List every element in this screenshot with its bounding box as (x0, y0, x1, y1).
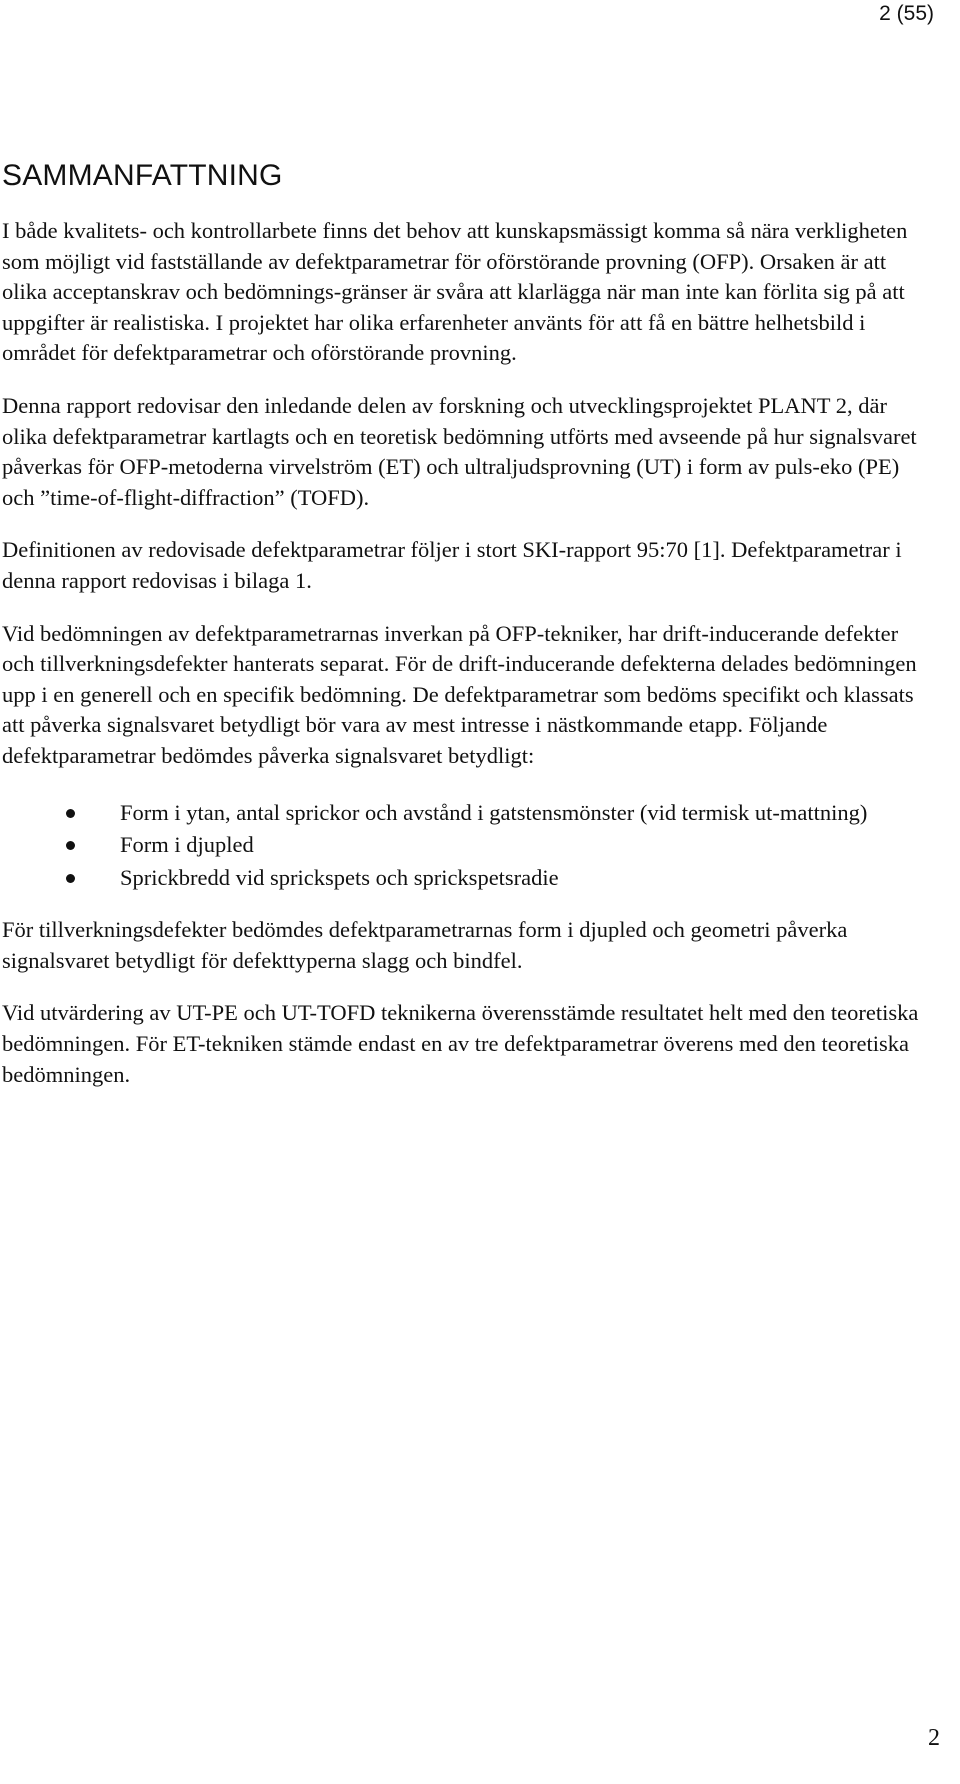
list-item (2, 863, 932, 894)
list-item-text: Form i djupled (120, 832, 254, 858)
paragraph-manufacturing-defects: För tillverkningsdefekter bedömdes defektparametrarnas form i djupled och geometri påverka signalsvaret betydligt för defekttyperna slagg och bindfel. (2, 917, 848, 973)
list-item-text: Form i ytan, antal sprickor och avstånd i gatstensmönster (vid termisk ut-mattning) (120, 799, 868, 825)
list-item (2, 830, 932, 861)
bullet-icon (66, 874, 75, 883)
paragraph-report-scope: Denna rapport redovisar den inledande delen av forskning och utvecklingsprojektet PLANT 2, där olika defektparametrar kartlagts och en teoretisk bedömning utförts med avseende på hur signalsvaret påverkas för OFP-metoderna virvelström (ET) och ultraljudsprovning (UT) i form av puls-eko (PE) och ”time-of-flight-diffraction” (TOFD). (2, 392, 917, 510)
paragraph-intro: I både kvalitets- och kontrollarbete finns det behov att kunskapsmässigt komma så nära verkligheten som möjligt vid fastställande av defektparametrar för oförstörande provning (OFP). Orsaken är att olika acceptanskrav och bedömnings-gränser är svåra att klarlägga när man inte kan förlita sig på att uppgifter är realistiska. I projektet har olika erfarenheter använts för att få en bättre helhetsbild i området för defektparametrar och oförstörande provning. (2, 218, 908, 366)
footer-page-number: 2 (928, 1725, 940, 1751)
list-item (2, 798, 932, 829)
page-indicator: 2 (55) (879, 2, 934, 25)
bullet-icon (66, 841, 75, 850)
section-title: SAMMANFATTNING (2, 159, 283, 192)
bullet-icon (66, 809, 75, 818)
paragraph-evaluation: Vid utvärdering av UT-PE och UT-TOFD teknikerna överensstämde resultatet helt med den teoretiska bedömningen. För ET-tekniken stämde endast en av tre defektparametrar överens med den teoretiska bedömningen. (2, 1000, 919, 1087)
document-body (2, 158, 932, 1112)
defect-parameter-list (2, 798, 932, 894)
list-item-text: Sprickbredd vid sprickspets och sprickspetsradie (120, 864, 559, 890)
paragraph-definitions: Definitionen av redovisade defektparametrar följer i stort SKI-rapport 95:70 [1]. Defektparametrar i denna rapport redovisas i bilaga 1. (2, 537, 902, 593)
paragraph-assessment: Vid bedömningen av defektparametrarnas inverkan på OFP-tekniker, har drift-inducerande defekter och tillverkningsdefekter hanterats separat. För de drift-inducerande defekterna delades bedömningen upp i en generell och en specifik bedömning. De defektparametrar som bedöms specifikt och klassats att påverka signalsvaret betydligt bör vara av mest intresse i nästkommande etapp. Följande defektparametrar bedömdes påverka signalsvaret betydligt: (2, 620, 917, 768)
